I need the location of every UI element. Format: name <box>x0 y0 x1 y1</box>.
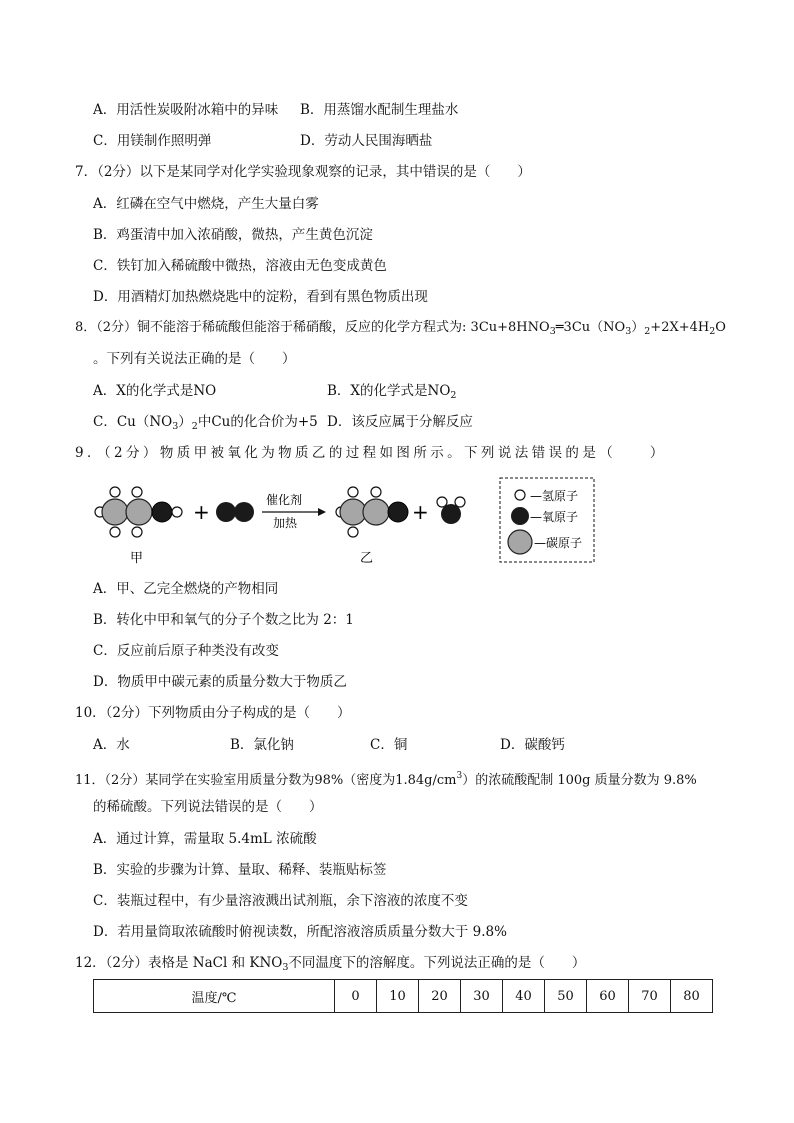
hydrogen-atom <box>371 487 381 497</box>
q10-option-a: A．水 <box>93 737 130 753</box>
oxygen-atom <box>234 502 254 522</box>
oxygen-atom-legend-icon <box>511 507 529 525</box>
q7-option-d: D．用酒精灯加热燃烧匙中的淀粉，看到有黑色物质出现 <box>93 289 428 305</box>
q6-option-a: A．用活性炭吸附冰箱中的异味 <box>93 102 279 118</box>
q8-sub: 2 <box>450 390 457 401</box>
q8-option-d: D．该反应属于分解反应 <box>327 414 473 430</box>
plus-sign: + <box>193 500 210 524</box>
hydrogen-atom <box>348 487 358 497</box>
q7-option-b: B．鸡蛋清中加入浓硝酸，微热，产生黄色沉淀 <box>93 227 373 243</box>
oxygen-molecule <box>216 502 254 522</box>
q8-option-a: A．X的化学式是NO <box>93 383 217 399</box>
carbon-atom-legend-icon <box>508 530 532 554</box>
q12-stem-text: 不同温度下的溶解度。下列说法正确的是（ ） <box>288 955 586 971</box>
q11-option-b: B．实验的步骤为计算、量取、稀释、装瓶贴标签 <box>93 862 387 878</box>
q8-sub: 2 <box>709 326 716 337</box>
label-yi: 乙 <box>360 551 374 566</box>
q8-sub: 3 <box>549 326 556 337</box>
q12-stem <box>75 953 585 978</box>
hydrogen-atom <box>110 487 120 497</box>
carbon-atom <box>363 499 389 525</box>
q8-stem-text: O <box>715 320 726 335</box>
q11-option-d: D．若用量筒取浓硫酸时俯视读数，所配溶液溶质质量分数大于 9.8% <box>93 924 507 940</box>
q10-option-c: C．铜 <box>370 737 408 753</box>
oxygen-atom <box>216 502 236 522</box>
q8-stem-text: ═3Cu（NO <box>555 320 626 335</box>
table-cell: 30 <box>461 980 503 1013</box>
table-cell: 80 <box>671 980 713 1013</box>
hydrogen-atom <box>132 487 142 497</box>
carbon-atom <box>102 499 128 525</box>
q9-option-c: C．反应前后原子种类没有改变 <box>93 643 279 659</box>
hydrogen-atom <box>110 527 120 537</box>
label-jia: 甲 <box>130 551 144 566</box>
q9-stem: 9．（2分）物质甲被氧化为物质乙的过程如图所示。下列说法错误的是（ ） <box>75 445 667 461</box>
q10-stem: 10．（2分）下列物质由分子构成的是（ ） <box>75 705 351 721</box>
arrow-icon <box>318 508 326 516</box>
table-cell: 0 <box>335 980 377 1013</box>
q7-option-c: C．铁钉加入稀硫酸中微热，溶液由无色变成黄色 <box>93 258 387 274</box>
molecule-yi <box>336 487 408 537</box>
table-cell: 60 <box>587 980 629 1013</box>
q8-sub: 2 <box>191 421 198 432</box>
q6-option-c: C．用镁制作照明弹 <box>93 133 212 149</box>
table-row <box>94 980 713 1013</box>
hydrogen-atom <box>172 507 182 517</box>
q8-stem <box>75 318 726 342</box>
carbon-atom <box>126 499 152 525</box>
q8-sub: 3 <box>625 326 632 337</box>
hydrogen-atom-legend-icon <box>515 490 525 500</box>
q8-sub: 2 <box>644 326 651 337</box>
q8-option-b <box>327 381 456 406</box>
table-cell: 40 <box>503 980 545 1013</box>
table-cell: 70 <box>629 980 671 1013</box>
carbon-atom <box>340 499 366 525</box>
q9-reaction-diagram <box>90 474 600 574</box>
q11-stem-line2: 的稀硫酸。下列说法错误的是（ ） <box>93 799 323 815</box>
atom-legend <box>500 478 594 562</box>
hydrogen-atom <box>348 527 358 537</box>
q11-stem-text: 11．（2分）某同学在实验室用质量分数为98%（密度为1.84g/cm <box>75 773 457 788</box>
molecule-jia <box>95 487 182 537</box>
table-cell: 10 <box>377 980 419 1013</box>
q11-stem <box>75 766 697 791</box>
q9-option-b: B．转化中甲和氧气的分子个数之比为 2：1 <box>93 612 354 628</box>
legend-hydrogen: —氢原子 <box>530 489 579 503</box>
heat-label: 加热 <box>273 516 298 530</box>
q8-stem-text: 8．（2分）铜不能溶于稀硫酸但能溶于稀硝酸，反应的化学方程式为: 3Cu+8HNO <box>75 320 550 335</box>
q11-sup: 3 <box>456 771 463 781</box>
q6-option-d: D．劳动人民围海晒盐 <box>300 133 433 149</box>
q8-sub: 3 <box>172 421 179 432</box>
table-cell: 50 <box>545 980 587 1013</box>
q9-option-d: D．物质甲中碳元素的质量分数大于物质乙 <box>93 674 347 690</box>
q8-option-c-text: ） <box>178 414 192 430</box>
hydrogen-atom <box>437 497 447 507</box>
catalyst-label: 催化剂 <box>266 493 303 507</box>
q10-option-b: B．氯化钠 <box>230 737 294 753</box>
water-molecule <box>437 497 465 524</box>
q9-option-a: A．甲、乙完全燃烧的产物相同 <box>93 581 279 597</box>
oxygen-atom <box>441 504 461 524</box>
q11-stem-text: ）的浓硫酸配制 100g 质量分数为 9.8% <box>462 773 697 788</box>
hydrogen-atom <box>132 527 142 537</box>
q8-option-c <box>93 412 318 437</box>
q12-stem-text: 12．（2分）表格是 NaCl 和 KNO <box>75 955 283 971</box>
table-cell: 20 <box>419 980 461 1013</box>
q7-stem: 7．（2分）以下是某同学对化学实验现象观察的记录，其中错误的是（ ） <box>75 164 531 180</box>
q10-option-d: D．碳酸钙 <box>500 737 565 753</box>
oxygen-atom <box>388 502 408 522</box>
table-header-cell: 温度/℃ <box>94 980 335 1013</box>
hydrogen-atom <box>455 497 465 507</box>
q12-sub: 3 <box>282 962 289 973</box>
q8-option-c-text: 中Cu的化合价为+5 <box>197 414 318 430</box>
legend-oxygen: —氧原子 <box>530 510 579 524</box>
solubility-table <box>93 979 713 1013</box>
q8-stem-line2: 。下列有关说法正确的是（ ） <box>93 351 296 367</box>
q11-option-c: C．装瓶过程中，有少量溶液溅出试剂瓶，余下溶液的浓度不变 <box>93 893 468 909</box>
q8-stem-text: +2X+4H <box>650 320 710 335</box>
oxygen-atom <box>152 502 172 522</box>
q7-option-a: A．红磷在空气中燃烧，产生大量白雾 <box>93 196 319 212</box>
q11-option-a: A．通过计算，需量取 5.4mL 浓硫酸 <box>93 831 317 847</box>
q8-option-c-text: C．Cu（NO <box>93 414 173 430</box>
plus-sign: + <box>412 500 429 524</box>
q6-option-b: B．用蒸馏水配制生理盐水 <box>300 102 459 118</box>
q8-option-b-text: B．X的化学式是NO <box>327 383 451 399</box>
q8-stem-text: ） <box>631 320 645 335</box>
legend-carbon: —碳原子 <box>534 536 583 550</box>
